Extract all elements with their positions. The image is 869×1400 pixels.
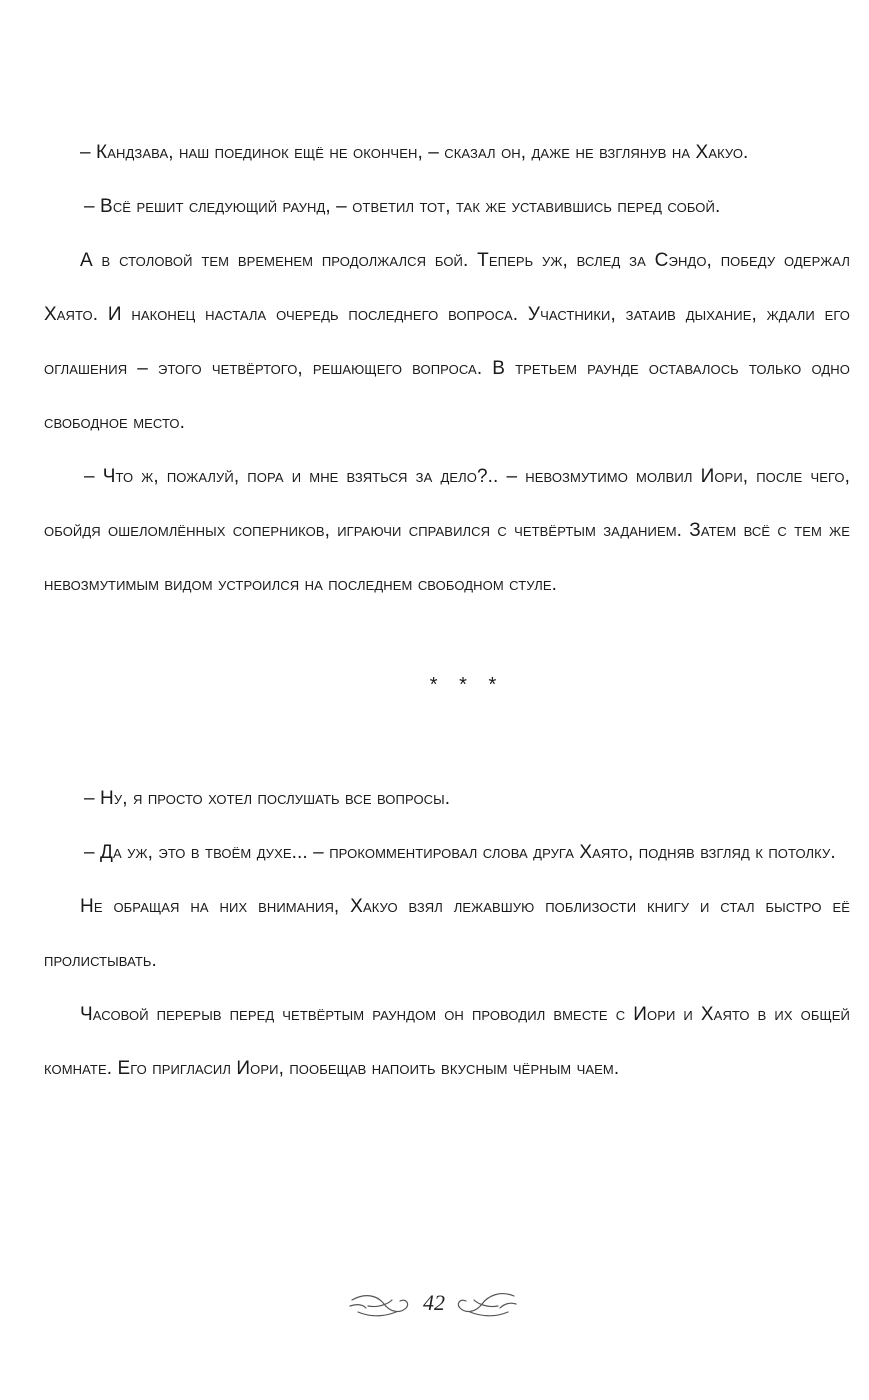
paragraph: – Что ж, пожалуй, пора и мне взяться за дело?.. – невозмутимо молвил Иори, после чего, обойдя ошеломлённых соперников, играючи справился с четвёртым заданием. Затем всё с тем же невозмутимым видом устроился на последнем свободном стуле. bbox=[44, 466, 850, 595]
paragraph: – Ну, я просто хотел послушать все вопросы. bbox=[84, 788, 451, 809]
paragraph: Часовой перерыв перед четвёртым раундом он проводил вместе с Иори и Хаято в их общей комнате. Его пригласил Иори, пообещав напоить вкусным чёрным чаем. bbox=[44, 1004, 850, 1079]
paragraph: – Да уж, это в твоём духе... – прокомментировал слова друга Хаято, подняв взгляд к потолку. bbox=[84, 842, 836, 863]
page-footer bbox=[0, 1282, 869, 1332]
paragraph: Не обращая на них внимания, Хакуо взял лежавшую поблизости книгу и стал быстро её пролистывать. bbox=[44, 896, 850, 971]
paragraph: А в столовой тем временем продолжался бой. Теперь уж, вслед за Сэндо, победу одержал Хаято. И наконец настала очередь последнего вопроса. Участники, затаив дыхание, ждали его оглашения – этого четвёртого, решающего вопроса. В третьем раунде оставалось только одно свободное место. bbox=[44, 250, 850, 433]
page-number: 42 bbox=[423, 1290, 445, 1315]
page-text bbox=[44, 126, 850, 1096]
paragraph: – Кандзава, наш поединок ещё не окончен, – сказал он, даже не взглянув на Хакуо. bbox=[80, 142, 749, 163]
paragraph: – Всё решит следующий раунд, – ответил тот, так же уставившись перед собой. bbox=[84, 196, 721, 217]
section-separator: * * * bbox=[429, 674, 505, 696]
